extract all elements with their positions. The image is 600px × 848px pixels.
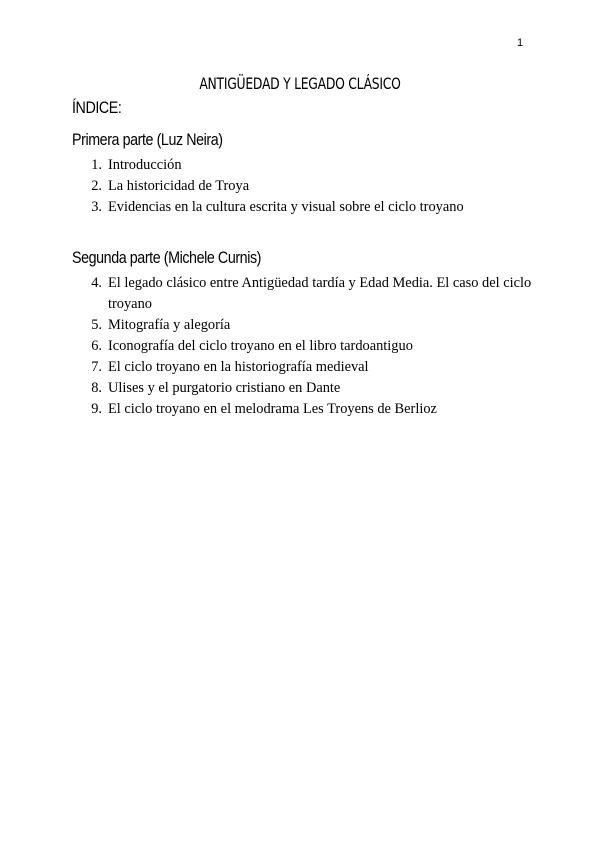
toc-item-number: 4. — [91, 275, 102, 291]
part-heading-segunda: Segunda parte (Michele Curnis) — [72, 248, 262, 267]
toc-item-number: 1. — [91, 157, 102, 173]
toc-item — [72, 378, 532, 399]
toc-item-text: El legado clásico entre Antigüedad tardía y Edad Media. El caso del ciclo troyano — [108, 275, 532, 312]
toc-item — [72, 273, 532, 315]
toc-item-text: Iconografía del ciclo troyano en el libro tardoantiguo — [108, 338, 413, 354]
toc-item-number: 5. — [91, 317, 102, 333]
toc-item-text: La historicidad de Troya — [108, 178, 250, 194]
toc-item — [72, 336, 532, 357]
toc-item-text: El ciclo troyano en la historiografía medieval — [108, 359, 369, 375]
document-title: ANTIGÜEDAD Y LEGADO CLÁSICO — [199, 74, 401, 93]
toc-item-text: Mitografía y alegoría — [108, 317, 231, 333]
toc-item-text: Ulises y el purgatorio cristiano en Dante — [108, 380, 341, 396]
page-number: 1 — [517, 37, 524, 49]
toc-item — [72, 176, 532, 197]
toc-item — [72, 357, 532, 378]
toc-item-number: 2. — [91, 178, 102, 194]
toc-item — [72, 315, 532, 336]
toc-item — [72, 197, 532, 218]
toc-list-part1 — [72, 155, 532, 218]
toc-item-text: Evidencias en la cultura escrita y visual sobre el ciclo troyano — [108, 199, 464, 215]
toc-item — [72, 399, 532, 420]
toc-item-number: 6. — [91, 338, 102, 354]
toc-list-part2 — [72, 273, 532, 420]
toc-item-number: 7. — [91, 359, 102, 375]
toc-item-number: 3. — [91, 199, 102, 215]
index-heading: ÍNDICE: — [72, 98, 122, 117]
toc-item-number: 8. — [91, 380, 102, 396]
toc-item-number: 9. — [91, 401, 102, 417]
toc-item-text: Introducción — [108, 157, 182, 173]
toc-item-text: El ciclo troyano en el melodrama Les Troyens de Berlioz — [108, 401, 437, 417]
toc-item — [72, 155, 532, 176]
part-heading-primera: Primera parte (Luz Neira) — [72, 130, 223, 149]
